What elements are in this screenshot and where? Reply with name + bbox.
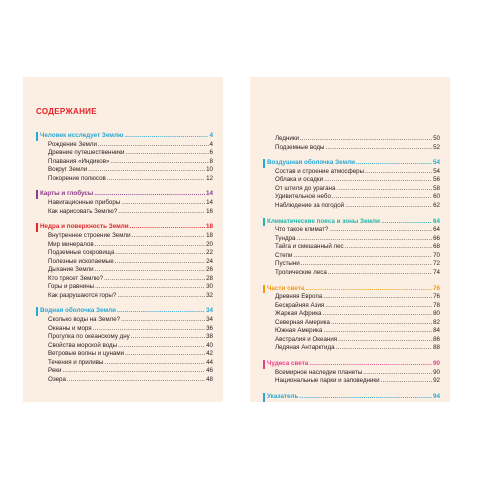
toc-entry: [263, 168, 440, 177]
entry-label: Горы и равнины: [48, 283, 95, 291]
toc-entry: [36, 325, 213, 334]
toc-entry: [36, 367, 213, 376]
entry-label: Мир минералов: [48, 240, 94, 248]
entry-page-number: 62: [433, 201, 440, 209]
entry-label: Тропические леса: [275, 268, 327, 276]
dot-leader: [121, 316, 205, 325]
toc-entry: [36, 232, 213, 241]
toc-entry: [263, 369, 440, 378]
entry-label: Тундра: [275, 234, 296, 242]
toc-entry: [36, 241, 213, 250]
section-page-number: 64: [432, 217, 440, 225]
left-toc: [36, 132, 213, 391]
entry-page-number: 80: [433, 310, 440, 318]
entry-page-number: 18: [206, 232, 213, 240]
entry-label: Состав и строение атмосферы: [275, 167, 365, 175]
toc-entry: [263, 269, 440, 278]
entry-label: Полезные ископаемые: [48, 257, 114, 265]
toc-entry: [263, 310, 440, 319]
entry-label: Пустыни: [275, 260, 300, 268]
dot-leader: [118, 208, 205, 217]
entry-page-number: 24: [206, 257, 213, 265]
entry-page-number: 58: [433, 184, 440, 192]
entry-page-number: 14: [206, 199, 213, 207]
toc-entry: [36, 275, 213, 284]
section-heading: [263, 360, 440, 369]
toc-entry: [36, 350, 213, 359]
toc-section: [263, 393, 440, 402]
toc-entry: [36, 292, 213, 301]
section-title: Климатические пояса и зоны Земли: [267, 217, 380, 225]
entry-page-number: 42: [206, 350, 213, 358]
toc-entry: [263, 144, 440, 153]
toc-entry: [36, 342, 213, 351]
entry-label: Покорение полюсов: [48, 174, 106, 182]
dot-leader: [67, 376, 205, 385]
entry-label: Древние путешественники: [48, 149, 125, 157]
dot-leader: [95, 283, 205, 292]
toc-entry: [36, 141, 213, 150]
entry-page-number: 74: [433, 268, 440, 276]
toc-entry: [263, 327, 440, 336]
dot-leader: [107, 175, 205, 184]
entry-page-number: 90: [433, 368, 440, 376]
section-heading: [36, 307, 213, 316]
dot-leader: [328, 269, 432, 278]
entry-page-number: 78: [433, 301, 440, 309]
section-heading: [263, 393, 440, 402]
dot-leader: [325, 144, 432, 153]
entry-page-number: 44: [206, 358, 213, 366]
dot-leader: [381, 218, 432, 227]
entry-page-number: 68: [433, 243, 440, 251]
entry-page-number: 10: [206, 166, 213, 174]
dot-leader: [125, 350, 205, 359]
contents-title: СОДЕРЖАНИЕ: [36, 107, 97, 116]
dot-leader: [356, 159, 432, 168]
section-page-number: 90: [432, 360, 440, 368]
dot-leader: [296, 235, 432, 244]
entry-page-number: 38: [206, 333, 213, 341]
dot-leader: [88, 166, 205, 175]
entry-page-number: 40: [206, 341, 213, 349]
section-page-number: 14: [205, 190, 213, 198]
section-title: Чудеса света: [267, 360, 309, 368]
toc-entry: [263, 293, 440, 302]
dot-leader: [126, 149, 209, 158]
right-page: [250, 77, 450, 402]
section-page-number: 18: [205, 223, 213, 231]
dot-leader: [345, 243, 432, 252]
entry-page-number: 82: [433, 318, 440, 326]
entry-page-number: 86: [433, 335, 440, 343]
entry-page-number: 76: [433, 293, 440, 301]
entry-page-number: 20: [206, 240, 213, 248]
toc-entry: [263, 319, 440, 328]
entry-page-number: 92: [433, 377, 440, 385]
toc-entry: [36, 208, 213, 217]
toc-section: [263, 159, 440, 210]
entry-label: Вокруг Земли: [48, 166, 88, 174]
entry-page-number: 60: [433, 193, 440, 201]
entry-label: Прогулка по океанскому дну: [48, 333, 130, 341]
section-page-number: 4: [209, 132, 213, 139]
entry-label: Степи: [275, 251, 293, 259]
toc-entry: [36, 376, 213, 385]
entry-page-number: 6: [209, 149, 213, 157]
entry-page-number: 28: [206, 274, 213, 282]
entry-label: Подземные воды: [275, 143, 325, 151]
section-heading: [36, 223, 213, 232]
toc-entry: [36, 359, 213, 368]
dot-leader: [105, 359, 206, 368]
entry-label: Ледники: [275, 135, 300, 142]
dot-leader: [293, 252, 432, 261]
section-heading: [36, 132, 213, 141]
toc-entry: [263, 302, 440, 311]
section-title: Указатель: [267, 393, 299, 401]
dot-leader: [98, 141, 209, 150]
entry-page-number: 36: [206, 324, 213, 332]
toc-entry: [36, 283, 213, 292]
section-page-number: 54: [432, 159, 440, 167]
entry-label: Ветровые волны и цунами: [48, 350, 125, 358]
section-page-number: 34: [205, 307, 213, 315]
dot-leader: [301, 260, 432, 269]
toc-section: [36, 132, 213, 183]
toc-entry: [36, 316, 213, 325]
entry-label: Как нарисовать Землю?: [48, 207, 118, 215]
toc-entry: [263, 377, 440, 386]
dot-leader: [381, 377, 433, 386]
dot-leader: [117, 292, 205, 301]
toc-section: [36, 190, 213, 216]
dot-leader: [94, 190, 205, 199]
entry-label: Южная Америка: [275, 327, 323, 335]
entry-label: Подземные сокровища: [48, 249, 115, 257]
dot-leader: [338, 336, 432, 345]
entry-page-number: 12: [206, 174, 213, 182]
entry-page-number: 22: [206, 249, 213, 257]
entry-page-number: 26: [206, 266, 213, 274]
entry-page-number: 54: [433, 167, 440, 175]
section-title: Человек исследует Землю: [40, 132, 124, 139]
toc-section: [263, 285, 440, 353]
toc-entry: [36, 149, 213, 158]
entry-label: Наблюдение за погодой: [275, 201, 345, 209]
dot-leader: [332, 193, 432, 202]
toc-section: [36, 223, 213, 300]
toc-entry: [263, 226, 440, 235]
toc-entry: [36, 258, 213, 267]
dot-leader: [365, 168, 432, 177]
dot-leader: [299, 393, 432, 402]
entry-label: От штиля до урагана: [275, 184, 336, 192]
dot-leader: [117, 307, 205, 316]
entry-page-number: 16: [206, 207, 213, 215]
entry-label: Реки: [48, 367, 62, 375]
toc-entry: [263, 202, 440, 211]
entry-label: Рождение Земли: [48, 140, 97, 148]
entry-label: Всемирное наследие планеты: [275, 368, 363, 376]
left-page: [23, 77, 223, 402]
dot-leader: [131, 333, 205, 342]
section-title: Части света: [267, 284, 305, 292]
right-toc: [263, 135, 440, 409]
dot-leader: [325, 302, 432, 311]
entry-label: Бескрайняя Азия: [275, 301, 325, 309]
section-page-number: 76: [432, 284, 440, 292]
toc-entry: [36, 175, 213, 184]
toc-entry: [36, 199, 213, 208]
entry-page-number: 48: [206, 375, 213, 383]
dot-leader: [132, 232, 206, 241]
dot-leader: [115, 249, 205, 258]
entry-page-number: 84: [433, 327, 440, 335]
toc-entry: [36, 249, 213, 258]
entry-label: Национальные парки и заповедники: [275, 377, 380, 385]
dot-leader: [124, 132, 208, 141]
dot-leader: [62, 367, 205, 376]
dot-leader: [323, 310, 433, 319]
entry-page-number: 70: [433, 251, 440, 259]
entry-page-number: 32: [206, 291, 213, 299]
entry-label: Внутреннее строение Земли: [48, 232, 131, 240]
toc-section: [36, 307, 213, 384]
entry-label: Древняя Европа: [275, 293, 323, 301]
entry-page-number: 46: [206, 367, 213, 375]
toc-entry: [36, 266, 213, 275]
entry-label: Дыхание Земли: [48, 266, 94, 274]
toc-entry: [36, 333, 213, 342]
section-heading: [36, 190, 213, 199]
entry-label: Австралия и Океания: [275, 335, 338, 343]
toc-entry: [36, 166, 213, 175]
dot-leader: [93, 325, 205, 334]
toc-entry: [263, 336, 440, 345]
entry-label: Океаны и моря: [48, 324, 92, 332]
entry-label: Плавания «Индиков»: [48, 157, 110, 165]
entry-label: Свойства морской воды: [48, 341, 118, 349]
entry-page-number: 56: [433, 176, 440, 184]
entry-page-number: 72: [433, 260, 440, 268]
dot-leader: [130, 223, 205, 232]
toc-entry: [263, 235, 440, 244]
entry-page-number: 4: [209, 140, 213, 148]
dot-leader: [305, 285, 432, 294]
entry-label: Облака и осадки: [275, 176, 324, 184]
dot-leader: [115, 258, 205, 267]
section-heading: [263, 285, 440, 294]
toc-entry: [263, 260, 440, 269]
entry-label: Что такое климат?: [275, 226, 329, 234]
toc-entry: [263, 135, 440, 144]
toc-entry: [263, 185, 440, 194]
toc-entry: [263, 193, 440, 202]
entry-page-number: 66: [433, 234, 440, 242]
dot-leader: [110, 158, 208, 167]
entry-label: Навигационные приборы: [48, 199, 121, 207]
dot-leader: [104, 275, 205, 284]
dot-leader: [331, 319, 432, 328]
entry-label: Ледяная Антарктида: [275, 344, 335, 352]
dot-leader: [309, 360, 432, 369]
section-title: Водная оболочка Земли: [40, 307, 117, 315]
toc-entry: [263, 176, 440, 185]
dot-leader: [323, 327, 432, 336]
entry-label: Жаркая Африка: [275, 310, 322, 318]
toc-entry: [263, 252, 440, 261]
dot-leader: [118, 342, 205, 351]
dot-leader: [95, 266, 205, 275]
entry-page-number: 8: [209, 157, 213, 165]
section-page-number: 94: [432, 393, 440, 401]
toc-entry: [263, 243, 440, 252]
entry-page-number: 50: [433, 135, 440, 142]
section-title: Воздушная оболочка Земли: [267, 159, 355, 167]
dot-leader: [336, 185, 432, 194]
entry-page-number: 88: [433, 344, 440, 352]
toc-entry: [36, 158, 213, 167]
section-title: Недра и поверхность Земли: [40, 223, 129, 231]
entry-label: Удивительное небо: [275, 193, 331, 201]
section-heading: [263, 218, 440, 227]
entry-page-number: 52: [433, 143, 440, 151]
entry-label: Кто трясет Землю?: [48, 274, 104, 282]
dot-leader: [121, 199, 205, 208]
dot-leader: [300, 135, 432, 144]
entry-label: Сколько воды на Земле?: [48, 316, 121, 324]
entry-page-number: 34: [206, 316, 213, 324]
dot-leader: [95, 241, 205, 250]
dot-leader: [345, 202, 432, 211]
toc-continued-section: [263, 135, 440, 152]
entry-page-number: 64: [433, 226, 440, 234]
dot-leader: [336, 344, 433, 353]
entry-label: Северная Америка: [275, 318, 330, 326]
toc-entry: [263, 344, 440, 353]
dot-leader: [323, 293, 432, 302]
entry-page-number: 30: [206, 283, 213, 291]
toc-section: [263, 360, 440, 386]
dot-leader: [329, 226, 432, 235]
section-heading: [263, 159, 440, 168]
entry-label: Течения и приливы: [48, 358, 104, 366]
toc-section: [263, 218, 440, 278]
dot-leader: [324, 176, 432, 185]
dot-leader: [363, 369, 432, 378]
section-title: Карты и глобусы: [40, 190, 94, 198]
entry-label: Озера: [48, 375, 66, 383]
entry-label: Тайга и смешанный лес: [275, 243, 344, 251]
entry-label: Как разрушаются горы?: [48, 291, 117, 299]
